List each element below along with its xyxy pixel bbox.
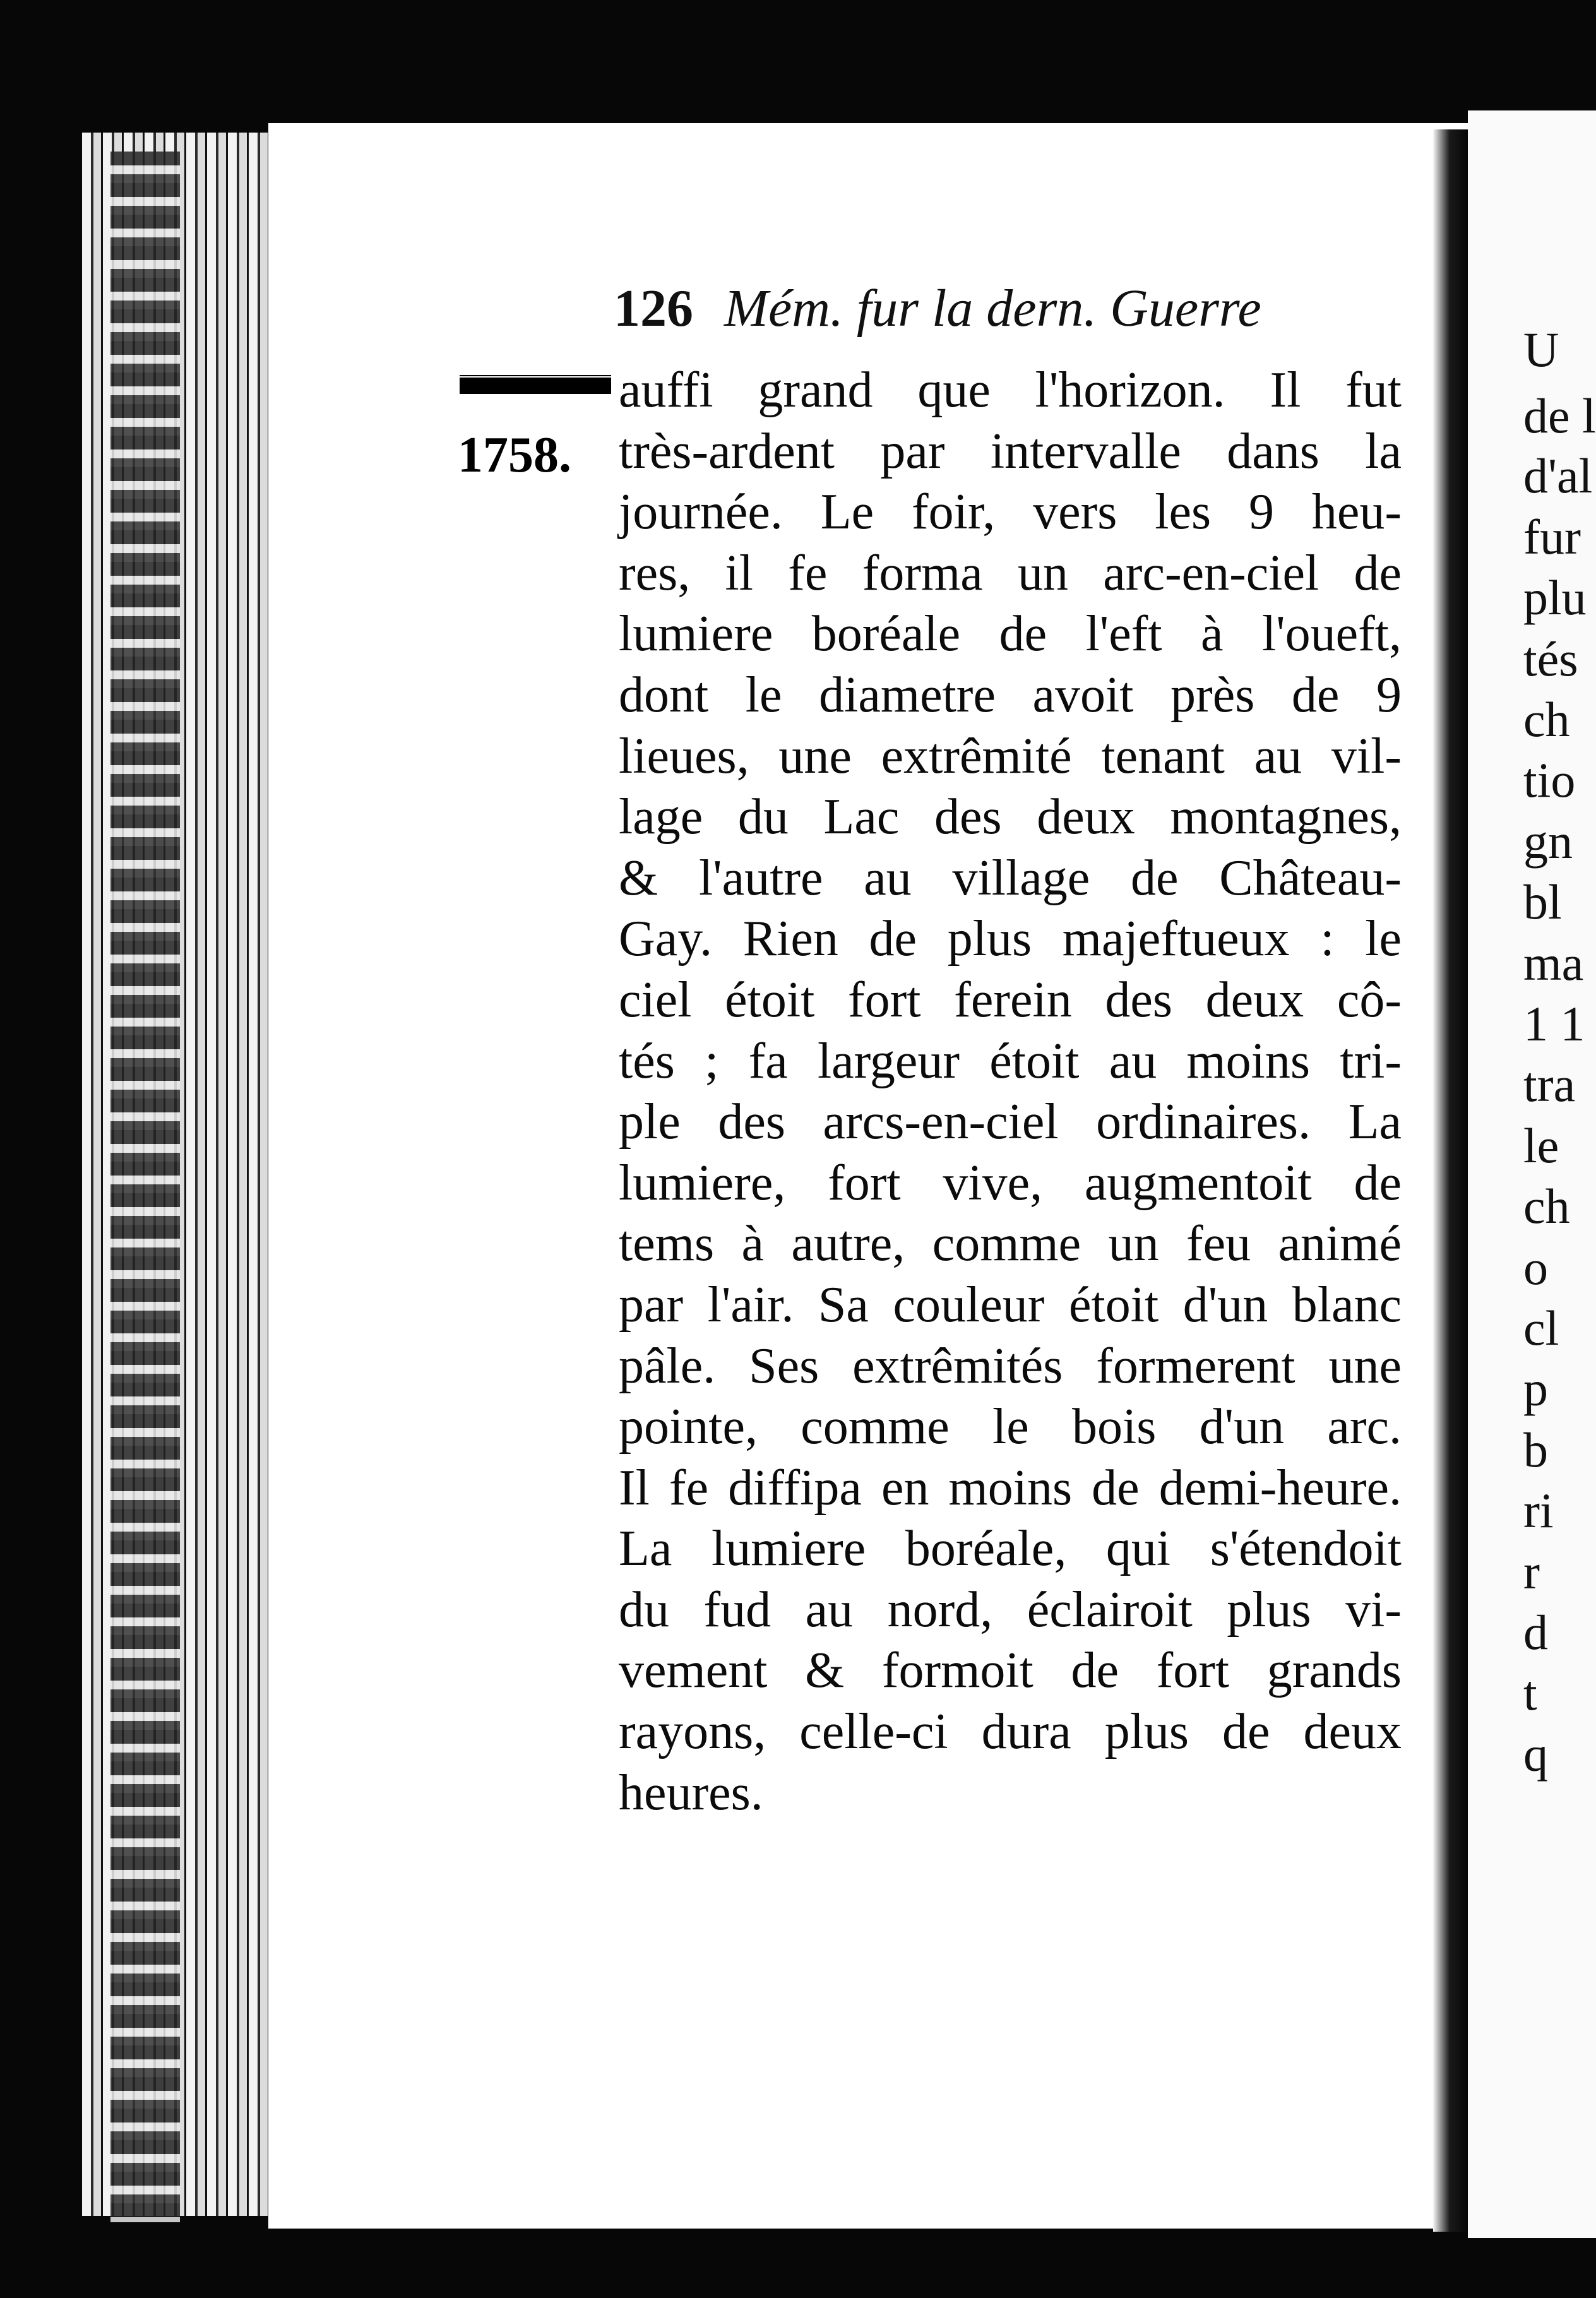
- facing-page-fragment: cl: [1523, 1301, 1559, 1355]
- text-line: rayons, celle-ci dura plus de deux: [619, 1704, 1402, 1760]
- text-line: lieues, une extrêmité tenant au vil-: [619, 728, 1402, 784]
- facing-page-fragment: de l: [1523, 388, 1596, 443]
- facing-page-fragment: U: [1523, 322, 1559, 377]
- text-line: pointe, comme le bois d'un arc.: [619, 1399, 1402, 1455]
- facing-page-fragment: d'al: [1523, 448, 1593, 503]
- facing-page-fragment: plu: [1523, 570, 1587, 625]
- text-line: très-ardent par intervalle dans la: [619, 423, 1402, 479]
- facing-page-fragment: r: [1523, 1544, 1540, 1599]
- facing-page-fragment: gn: [1523, 814, 1573, 869]
- text-line: & l'autre au village de Château-: [619, 850, 1402, 906]
- page-number: 126: [614, 279, 693, 338]
- margin-rule: [460, 374, 611, 394]
- text-line: auffi grand que l'horizon. Il fut: [619, 362, 1402, 418]
- facing-page-fragment: bl: [1523, 874, 1562, 929]
- text-line: lage du Lac des deux montagnes,: [619, 789, 1402, 845]
- text-line: heures.: [619, 1765, 763, 1821]
- body-text: [619, 360, 1402, 1823]
- facing-page-fragment: 1 1: [1523, 996, 1585, 1051]
- facing-page-fragment: q: [1523, 1727, 1548, 1782]
- text-line: du fud au nord, éclairoit plus vi-: [619, 1581, 1402, 1638]
- facing-page-fragment: ri: [1523, 1483, 1554, 1538]
- text-line: ple des arcs-en-ciel ordinaires. La: [619, 1094, 1402, 1150]
- facing-page-fragment: ma: [1523, 936, 1584, 991]
- text-line: par l'air. Sa couleur étoit d'un blanc: [619, 1277, 1402, 1333]
- text-line: vement & formoit de fort grands: [619, 1643, 1402, 1699]
- facing-page-fragment: tés: [1523, 631, 1578, 686]
- text-line: Il fe diffipa en moins de demi-heure.: [619, 1460, 1402, 1516]
- text-line: tés ; fa largeur étoit au moins tri-: [619, 1033, 1402, 1089]
- running-head: [614, 278, 1384, 341]
- text-line: ciel étoit fort ferein des deux cô-: [619, 972, 1402, 1028]
- running-title: Mém. fur la dern. Guerre: [724, 279, 1261, 338]
- facing-page-fragment: le: [1523, 1118, 1559, 1173]
- facing-page-fragment: p: [1523, 1361, 1548, 1416]
- text-line: La lumiere boréale, qui s'étendoit: [619, 1521, 1402, 1577]
- text-line: dont le diametre avoit près de 9: [619, 667, 1402, 723]
- facing-page-fragment: o: [1523, 1240, 1548, 1295]
- text-line: Gay. Rien de plus majeftueux : le: [619, 911, 1402, 967]
- facing-page-fragment: t: [1523, 1665, 1537, 1720]
- text-line: lumiere boréale de l'eft à l'oueft,: [619, 606, 1402, 662]
- facing-page-fragment: b: [1523, 1422, 1548, 1477]
- margin-year-note: 1758.: [458, 427, 571, 483]
- book-spine-texture: [110, 152, 180, 2222]
- facing-page-fragment: tra: [1523, 1057, 1576, 1112]
- text-line: res, il fe forma un arc-en-ciel de: [619, 545, 1402, 601]
- facing-page-fragment: fur: [1523, 509, 1581, 564]
- facing-page-fragment: d: [1523, 1605, 1548, 1660]
- text-line: lumiere, fort vive, augmentoit de: [619, 1155, 1402, 1211]
- text-line: tems à autre, comme un feu animé: [619, 1216, 1402, 1272]
- facing-page-fragment: tio: [1523, 753, 1576, 807]
- facing-page-fragment: ch: [1523, 692, 1570, 747]
- text-line: pâle. Ses extrêmités formerent une: [619, 1338, 1402, 1394]
- text-line: journée. Le foir, vers les 9 heu-: [619, 484, 1402, 540]
- page-gutter: [1433, 129, 1470, 2232]
- facing-page-edge: [1468, 110, 1596, 2238]
- facing-page-fragment: ch: [1523, 1179, 1570, 1234]
